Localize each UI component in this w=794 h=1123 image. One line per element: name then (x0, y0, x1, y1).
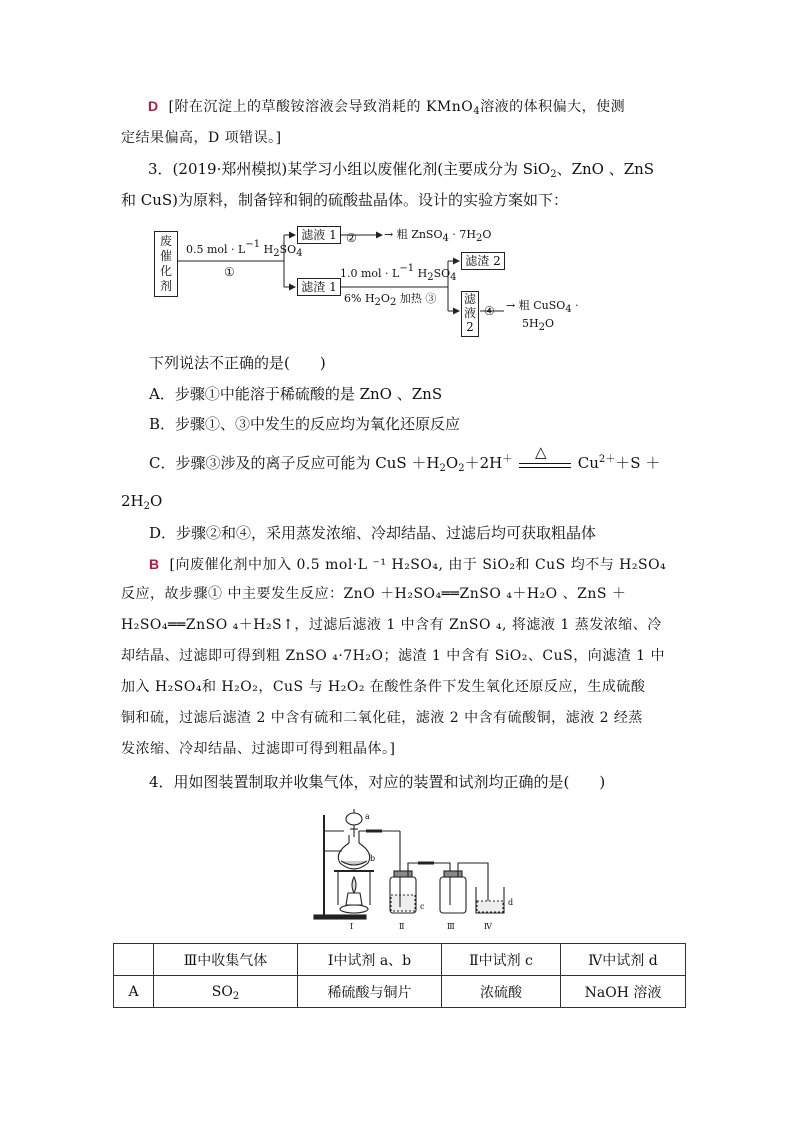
answer-b-line7: 发浓缩、冷却结晶、过滤即可得到粗晶体。] (121, 741, 396, 757)
label-b: b (370, 854, 376, 863)
answer-b-line5: 加入 H₂SO₄和 H₂O₂，CuS 与 H₂O₂ 在酸性条件下发生氧化还原反应，生成硫酸 (121, 679, 646, 695)
q3-option-c-line2: $2H_2O$ (121, 492, 163, 512)
product-cuso4-line2: $5H_2O$ (522, 317, 554, 333)
oxidant-label: 6% $H_2O_2$ 加热 ③ (344, 292, 437, 308)
label-IV: Ⅳ (484, 922, 492, 931)
row-reagents-ab: 稀硫酸与铜片 (298, 976, 442, 1008)
table-header-cell: Ⅰ中试剂 a、b (298, 944, 442, 976)
table-header-cell: Ⅳ中试剂 d (561, 944, 686, 976)
answer-d-line2: 定结果偏高，D 项错误。] (121, 130, 282, 146)
table-header-cell: Ⅱ中试剂 c (442, 944, 561, 976)
answer-b-line3: H₂SO₄══ZnSO ₄＋H₂S↑，过滤后滤液 1 中含有 ZnSO ₄, 将滤液 1 蒸发浓缩、冷 (121, 617, 662, 633)
table-header-cell: Ⅲ中收集气体 (154, 944, 298, 976)
row-reagent-d: NaOH 溶液 (561, 976, 686, 1008)
label-III: Ⅲ (447, 922, 455, 931)
answer-letter-b: B (149, 556, 160, 572)
filtrate1-box: 滤液 1 (297, 226, 341, 244)
q3-option-c: C．步骤③涉及的离子反应可能为 CuS $+H_2O_2+2H^+$ △ $Cu^{2+}+S$ ＋ (149, 443, 661, 474)
process-flowchart (150, 225, 630, 340)
q3-line1: 3．(2019·郑州模拟)某学习小组以废催化剂(主要成分为 SiO$_2$、ZnO 、ZnS (148, 160, 655, 180)
table-header-row (114, 944, 686, 976)
answer-b-line2: 反应，故步骤① 中主要发生反应：ZnO ＋H₂SO₄══ZnSO ₄＋H₂O 、ZnS ＋ (121, 586, 627, 602)
reagent-table (113, 943, 686, 1008)
row-reagent-c: 浓硫酸 (442, 976, 561, 1008)
table-header-cell (114, 944, 154, 976)
answer-b-line6: 铜和硫，过滤后滤渣 2 中含有硫和二氧化硅，滤液 2 中含有硫酸铜，滤液 2 经蒸 (121, 710, 643, 726)
filtrate2-box: 滤液2 (461, 291, 479, 337)
label-c: c (420, 902, 425, 911)
waste-catalyst-box: 废催化剂 (154, 231, 178, 297)
q3-option-d: D．步骤②和④，采用蒸发浓缩、冷却结晶、过滤后均可获取粗晶体 (149, 524, 597, 542)
q4-stem: 4．用如图装置制取并收集气体，对应的装置和试剂均正确的是( ) (149, 773, 606, 791)
label-d: d (508, 898, 514, 907)
q3-option-b: B．步骤①、③中发生的反应均为氧化还原反应 (149, 415, 461, 433)
residue1-box: 滤渣 1 (297, 278, 341, 296)
table-row (114, 976, 686, 1008)
answer-b-line1: B [向废催化剂中加入 0.5 mol·L ⁻¹ H₂SO₄, 由于 SiO₂和 CuS 均不与 H₂SO₄ (149, 556, 667, 573)
answer-letter: D (148, 98, 159, 114)
step4-label: ④ (484, 304, 495, 318)
answer-d-line1: D [附在沉淀上的草酸铵溶液会导致消耗的 KMnO$_4$溶液的体积偏大，使测 (148, 98, 626, 117)
label-I: Ⅰ (350, 922, 354, 931)
answer-b-line4: 却结晶、过滤即可得到粗 ZnSO ₄·7H₂O；滤渣 1 中含有 SiO₂、CuS，向滤渣 1 中 (121, 648, 666, 664)
product-znso4: → 粗 ZnSO$_4$ · $7H_2O$ (384, 228, 492, 244)
row-label: A (114, 976, 154, 1008)
q3-stem: 下列说法不正确的是( ) (149, 354, 326, 372)
apparatus-diagram (310, 805, 530, 940)
step1-label: ① (224, 265, 235, 279)
label-II: Ⅱ (399, 922, 405, 931)
q3-option-a: A．步骤①中能溶于稀硫酸的是 ZnO 、ZnS (149, 385, 443, 403)
heating-condition (517, 443, 573, 474)
acid2-label: 1.0 mol · $L^{-1}$ $H_2SO_4$ (340, 263, 457, 283)
heat-symbol: △ (534, 443, 547, 461)
acid1-label: 0.5 mol · $L^{-1}$ $H_2SO_4$ (186, 239, 303, 259)
residue2-box: 滤渣 2 (461, 252, 505, 270)
row-gas: $SO_2$ (154, 976, 298, 1008)
product-cuso4: → 粗 CuSO$_4$ · (506, 299, 579, 315)
q3-line2: 和 CuS)为原料，制备锌和铜的硫酸盐晶体。设计的实验方案如下： (121, 191, 569, 209)
label-a: a (365, 812, 370, 821)
step2-label: ② (346, 231, 357, 245)
